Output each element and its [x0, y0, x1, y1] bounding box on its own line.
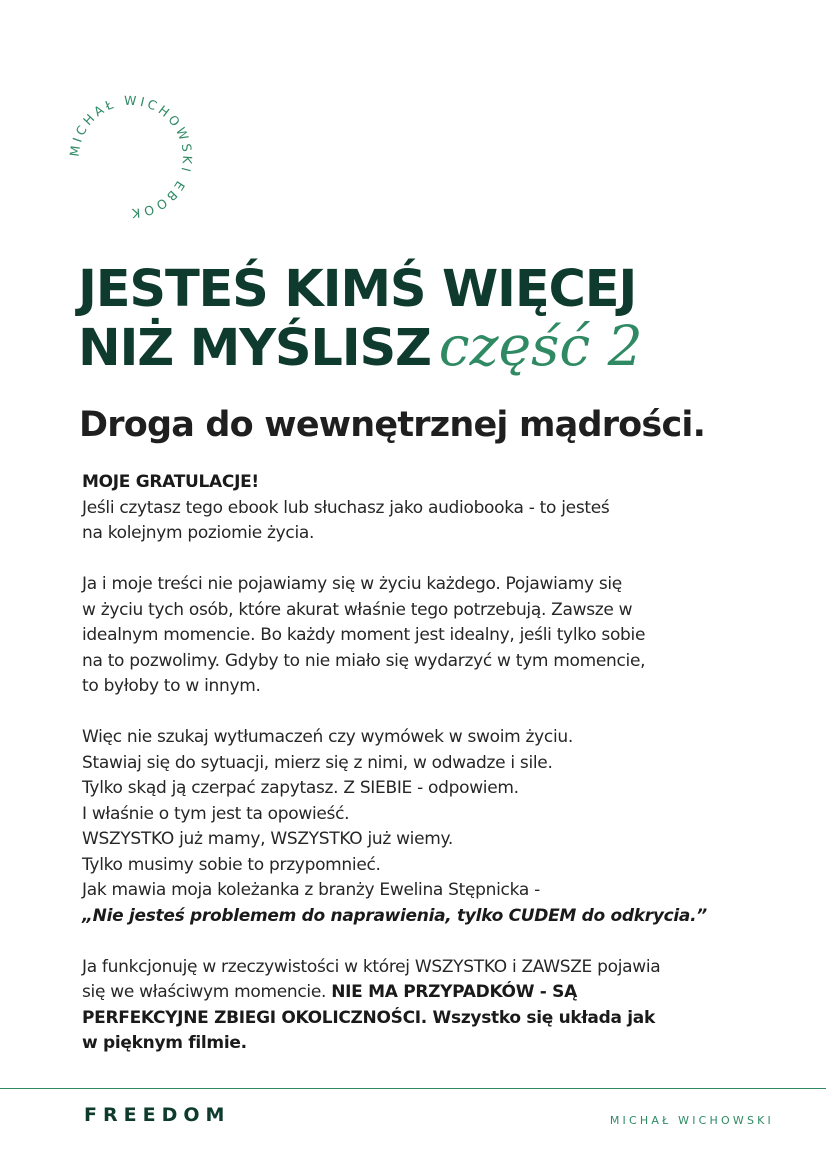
body-line: Stawiaj się do sytuacji, mierz się z nimi, w odwadze i sile. [82, 752, 553, 773]
title-line-2 [78, 314, 798, 378]
body-line: WSZYSTKO już mamy, WSZYSTKO już wiemy. [82, 829, 453, 849]
title-line-2-text: NIŻ MYŚLISZ [78, 319, 431, 378]
paragraph-no-coincidences [82, 955, 782, 1057]
paragraph-congratulations [82, 470, 782, 547]
congratulations-heading: MOJE GRATULACJE! [82, 472, 259, 492]
body-line: Jeśli czytasz tego ebook lub słuchasz jako audiobooka - to jesteś [82, 497, 610, 518]
body-line: to byłoby to w innym. [82, 676, 261, 696]
ebook-title [78, 262, 798, 377]
body-line-bold: PERFEKCYJNE ZBIEGI OKOLICZNOŚCI. Wszystko się układa jak [82, 1007, 655, 1028]
paragraph-no-excuses [82, 725, 782, 929]
body-line: I właśnie o tym jest ta opowieść. [82, 803, 350, 824]
body-line: Tylko skąd ją czerpać zapytasz. Z SIEBIE - odpowiem. [82, 778, 519, 798]
footer-divider [0, 1088, 826, 1089]
title-part-accent: część 2 [438, 314, 643, 378]
seal-text: MICHAŁ WICHOWSKI EBOOK [66, 92, 196, 222]
body-line: w życiu tych osób, które akurat właśnie tego potrzebują. Zawsze w [82, 599, 633, 620]
footer-author-name: MICHAŁ WICHOWSKI [609, 1114, 774, 1127]
body-line: na to pozwolimy. Gdyby to nie miało się wydarzyć w tym momencie, [82, 650, 646, 671]
body-text-bold: NIE MA PRZYPADKÓW - SĄ [331, 982, 577, 1002]
body-line: Więc nie szukaj wytłumaczeń czy wymówek w swoim życiu. [82, 727, 573, 747]
body-line: Jak mawia moja koleżanka z branży Ewelina Stępnicka - [82, 880, 540, 900]
paragraph-content-appears [82, 572, 782, 700]
body-line: na kolejnym poziomie życia. [82, 523, 315, 543]
body-line: Ja funkcjonuję w rzeczywistości w której WSZYSTKO i ZAWSZE pojawia [82, 956, 661, 977]
body-line: Tylko musimy sobie to przypomnieć. [82, 854, 381, 875]
body-text-regular: się we właściwym momencie. [82, 982, 332, 1002]
author-seal-logo [56, 82, 206, 232]
freedom-brand-logo: FREEDOM [84, 1104, 231, 1126]
quote-line: „Nie jesteś problemem do naprawienia, tylko CUDEM do odkrycia.” [82, 905, 707, 926]
ebook-subtitle: Droga do wewnętrznej mądrości. [79, 405, 706, 445]
body-line-mixed [82, 980, 782, 1006]
body-line: Ja i moje treści nie pojawiamy się w życiu każdego. Pojawiamy się [82, 574, 622, 594]
title-line-1: JESTEŚ KIMŚ WIĘCEJ [78, 260, 637, 319]
body-line-bold: w pięknym filmie. [82, 1033, 247, 1053]
body-text [82, 470, 782, 1082]
body-line: idealnym momencie. Bo każdy moment jest idealny, jeśli tylko sobie [82, 625, 646, 645]
